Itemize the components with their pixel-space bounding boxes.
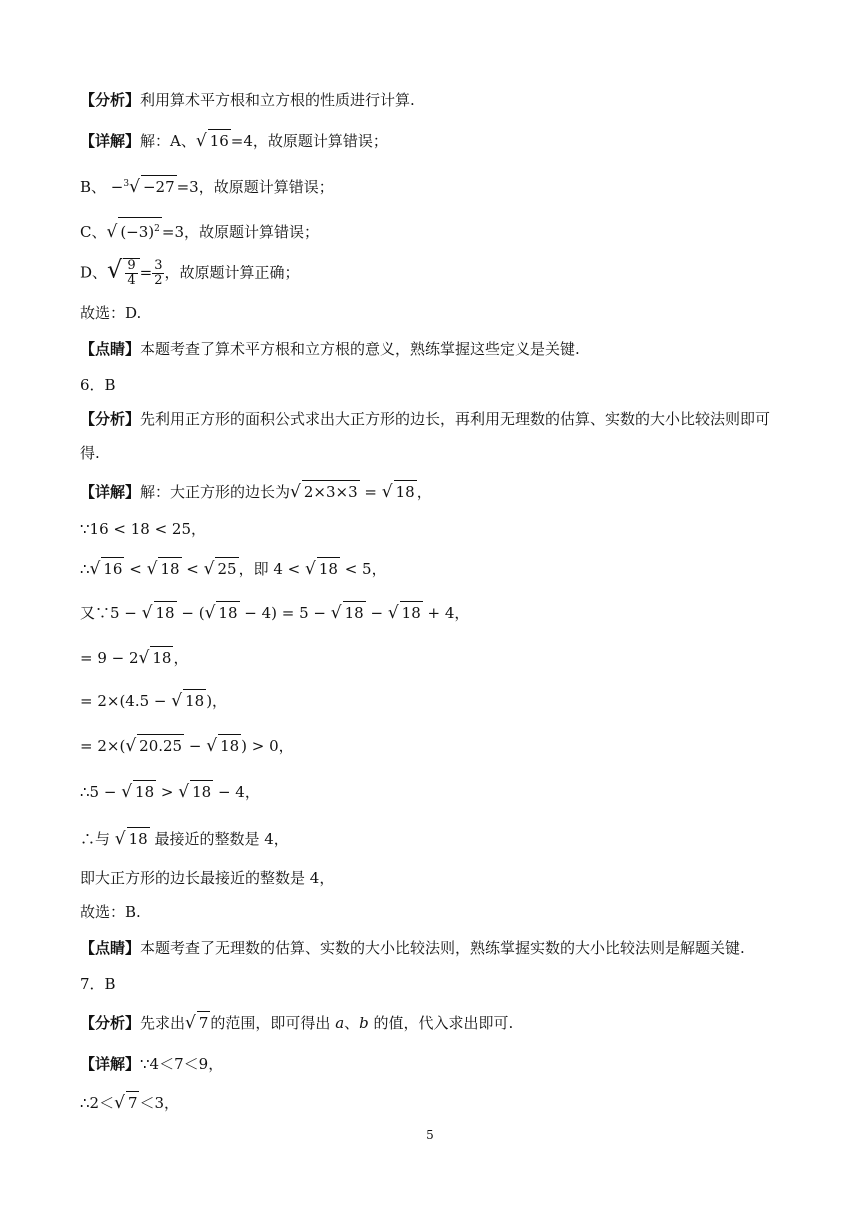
text: = 2×(4.5 − — [80, 692, 172, 710]
text: = 2×( — [80, 737, 126, 755]
sqrt-symbol: √ — [114, 829, 126, 849]
line-choice-b: 故选：B. — [80, 903, 141, 921]
variable-b: b — [359, 1014, 369, 1032]
tag-comment: 【点睛】 — [80, 340, 141, 358]
text: ) > 0， — [241, 737, 294, 755]
line-step-3 — [80, 734, 294, 757]
fraction — [125, 259, 137, 288]
text: ， — [173, 649, 189, 667]
line-conclusion-2 — [80, 827, 289, 850]
text: )， — [206, 692, 228, 710]
tag-analysis: 【分析】 — [80, 1014, 141, 1032]
line-option-b — [80, 173, 334, 198]
sqrt-symbol: √ — [106, 222, 118, 242]
radicand: 18 — [150, 646, 173, 669]
text: 先求出 — [140, 1014, 186, 1032]
line-conclusion-1 — [80, 780, 260, 803]
line-comment-2 — [80, 937, 745, 959]
sqrt-symbol: √ — [203, 559, 215, 579]
text: 解：大正方形的边长为 — [140, 483, 291, 501]
line-step-2 — [80, 689, 227, 712]
text: 的值，代入求出即可. — [368, 1014, 514, 1032]
radicand: 25 — [215, 557, 238, 580]
text: 利用算术平方根和立方根的性质进行计算. — [140, 91, 415, 109]
radicand: 18 — [400, 601, 423, 624]
line-conclusion-3: 即大正方形的边长最接近的整数是 4， — [80, 869, 335, 887]
radicand: 18 — [216, 601, 239, 624]
radicand — [118, 217, 162, 243]
text: ∴5 − — [80, 783, 122, 801]
text: 的范围，即可得出 — [210, 1014, 336, 1032]
line-comment-1 — [80, 338, 580, 360]
text: ＜3， — [139, 1094, 180, 1112]
numerator: 3 — [154, 258, 163, 273]
line-detail-a — [80, 129, 388, 152]
radicand: 18 — [343, 601, 366, 624]
radicand: 2×3×3 — [302, 480, 360, 503]
radicand: 16 — [208, 129, 231, 152]
sqrt-symbol: √ — [141, 603, 153, 623]
line-analysis-2 — [80, 402, 785, 470]
sqrt-symbol: √ — [121, 782, 133, 802]
text: < — [181, 560, 204, 578]
radicand: −27 — [141, 175, 177, 198]
line-root-range — [80, 1091, 179, 1114]
radicand: 18 — [218, 734, 241, 757]
text: > — [156, 783, 179, 801]
line-choice-d: 故选：D. — [80, 304, 142, 322]
tag-analysis: 【分析】 — [80, 91, 141, 109]
tag-detail: 【详解】 — [80, 483, 141, 501]
sqrt-symbol: √ — [204, 603, 216, 623]
radicand: 18 — [133, 780, 156, 803]
text: =3，故原题计算错误； — [176, 178, 334, 196]
radicand-base: (−3) — [120, 223, 155, 241]
text: − — [365, 604, 388, 622]
text: + 4， — [422, 604, 470, 622]
text: ∵4＜7＜9， — [140, 1055, 224, 1073]
sqrt-symbol: √ — [171, 691, 183, 711]
text: 、 — [344, 1014, 360, 1032]
sqrt-symbol: √ — [330, 603, 342, 623]
tag-comment: 【点睛】 — [80, 939, 141, 957]
text: 又∵5 − — [80, 604, 142, 622]
sqrt-symbol: √ — [387, 603, 399, 623]
sqrt-symbol: √ — [381, 482, 393, 502]
radicand: 18 — [127, 827, 150, 850]
text: − — [184, 737, 207, 755]
radicand: 7 — [197, 1011, 211, 1034]
sqrt-symbol: √ — [107, 255, 123, 284]
line-root-bounds — [80, 557, 387, 580]
text: < 5， — [339, 560, 387, 578]
radicand: 18 — [190, 780, 213, 803]
sqrt-symbol: √ — [178, 782, 190, 802]
sqrt-symbol: √ — [114, 1093, 125, 1113]
radicand: 18 — [154, 601, 177, 624]
text: =4，故原题计算错误； — [230, 132, 388, 150]
denominator: 2 — [154, 273, 163, 288]
text: D、 — [80, 263, 108, 282]
text: 解：A、 — [140, 132, 196, 150]
sqrt-symbol: √ — [138, 648, 150, 668]
text: ，即 4 < — [238, 560, 305, 578]
text: 最接近的整数是 4， — [149, 830, 289, 848]
exponent: 2 — [154, 224, 160, 234]
text: =3，故原题计算错误； — [161, 223, 320, 241]
line-analysis-1 — [80, 89, 415, 111]
line-inequality: ∵16 < 18 < 25， — [80, 520, 207, 538]
equals: = — [139, 263, 153, 282]
sqrt-symbol: √ — [206, 736, 218, 756]
text: ∴2＜ — [80, 1094, 115, 1112]
text: − ( — [176, 604, 205, 622]
radicand — [123, 258, 139, 288]
root-index: 3 — [123, 179, 130, 189]
text: 本题考查了算术平方根和立方根的意义，熟练掌握这些定义是关键. — [140, 340, 580, 358]
text: = 9 − 2 — [80, 649, 139, 667]
line-step-1 — [80, 646, 188, 669]
line-option-c — [80, 217, 319, 243]
denominator: 4 — [127, 273, 136, 288]
line-answer-6: 6．B — [80, 376, 116, 394]
numerator: 9 — [127, 258, 136, 273]
line-compare — [80, 601, 469, 624]
radicand: 18 — [394, 480, 417, 503]
tag-detail: 【详解】 — [80, 1055, 141, 1073]
text: < — [124, 560, 147, 578]
text: ∴与 — [80, 830, 115, 848]
line-detail-side — [80, 480, 432, 503]
sqrt-symbol: √ — [195, 131, 207, 151]
radicand: 18 — [158, 557, 181, 580]
radicand: 7 — [126, 1091, 140, 1114]
sqrt-symbol: √ — [185, 1013, 196, 1033]
text: − 4) = 5 − — [239, 604, 331, 622]
sqrt-symbol: √ — [305, 559, 316, 579]
line-analysis-3 — [80, 1011, 513, 1034]
text: ， — [416, 483, 432, 501]
text: − 4， — [213, 783, 260, 801]
sqrt-symbol: √ — [129, 177, 140, 197]
text: ∴ — [80, 560, 90, 578]
line-answer-7: 7．B — [80, 975, 116, 993]
text: = — [359, 483, 382, 501]
line-detail-7 — [80, 1053, 223, 1075]
tag-analysis: 【分析】 — [80, 410, 141, 428]
sqrt-symbol: √ — [290, 482, 301, 502]
sqrt-symbol: √ — [146, 559, 158, 579]
tag-detail: 【详解】 — [80, 132, 141, 150]
radicand: 16 — [101, 557, 124, 580]
sqrt-symbol: √ — [125, 736, 137, 756]
radicand: 18 — [183, 689, 206, 712]
page-number: 5 — [426, 1128, 434, 1142]
variable-a: a — [335, 1014, 345, 1032]
text: 本题考查了无理数的估算、实数的大小比较法则，熟练掌握实数的大小比较法则是解题关键. — [140, 939, 745, 957]
radicand: 18 — [317, 557, 340, 580]
sqrt-symbol: √ — [89, 559, 101, 579]
text: B、 − — [80, 178, 124, 196]
text: C、 — [80, 223, 107, 241]
line-option-d — [80, 255, 300, 288]
radicand: 20.25 — [137, 734, 184, 757]
fraction — [152, 259, 164, 288]
text: 先利用正方形的面积公式求出大正方形的边长，再利用无理数的估算、实数的大小比较法则即可得. — [80, 410, 771, 462]
text: ，故原题计算正确； — [164, 263, 300, 282]
